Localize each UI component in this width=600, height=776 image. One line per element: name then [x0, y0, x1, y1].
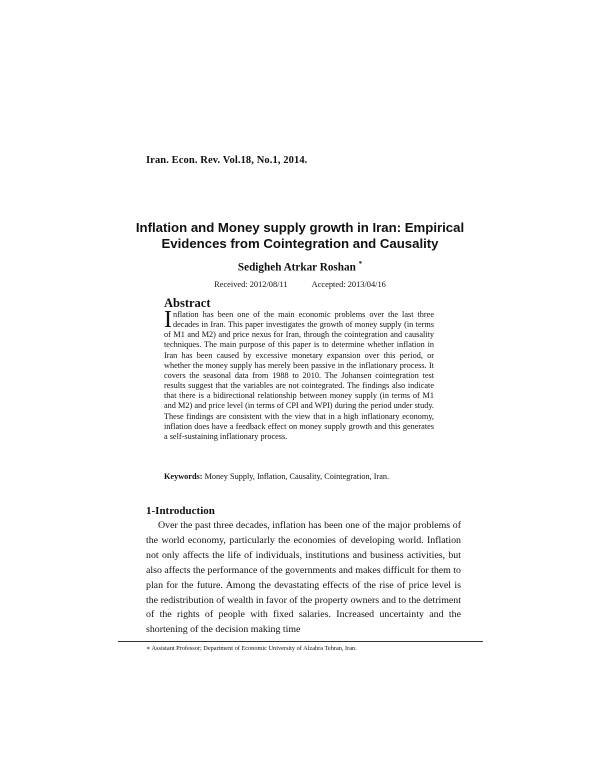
keywords-line [164, 472, 464, 482]
keywords-list: Money Supply, Inflation, Causality, Cointegration, Iran. [204, 472, 390, 481]
paper-title-line-2: Evidences from Cointegration and Causality [161, 235, 439, 251]
paper-title-line-1: Inflation and Money supply growth in Iran: Empirical [135, 220, 465, 235]
journal-reference: Iran. Econ. Rev. Vol.18, No.1, 2014. [146, 155, 308, 166]
accepted-date: Accepted: 2013/04/16 [311, 280, 386, 289]
abstract-body-text: nflation has been one of the main economic problems over the last three decades in Iran. This paper investigates the growth of money supply (in terms of M1 and M2) and price nexus for Iran, through the cointegration and causality techniques. The main purpose of this paper is to determine whether inflation in Iran has been caused by excessive monetary expansion over this period, or whether the money supply has merely been passive in the inflationary process. It covers the seasonal data from 1988 to 2010. The Johansen cointegration test results suggest that the variables are not cointegrated. The findings also indicate that there is a bidirectional relationship between money supply (in terms of M1 and M2) and price level (in terms of CPI and WPI) during the period under study. These findings are consistent with the view that in a high inflationary economy, inflation does have a feedback effect on money supply growth and this generates a self-sustaining inflationary process. [164, 310, 434, 441]
footnote-divider [118, 641, 483, 642]
introduction-heading: 1-Introduction [146, 505, 215, 517]
received-date: Received: 2012/08/11 [214, 280, 288, 289]
abstract-text [164, 307, 434, 442]
abstract-drop-cap: I [164, 307, 172, 333]
paper-title [120, 220, 480, 251]
keywords-label: Keywords: [164, 472, 203, 481]
author-footnote-mark: * [358, 260, 363, 268]
submission-dates [150, 280, 450, 289]
abstract-heading: Abstract [164, 296, 211, 310]
introduction-paragraph: Over the past three decades, inflation has been one of the major problems of the world economy, particularly the economies of developing world. Inflation not only affects the life of individuals, institutions and business activities, but also affects the performance of the governments and makes difficult for them to plan for the future. Among the devastating effects of the rise of price level is the redistribution of wealth in favor of the property owners and to the detriment of the rights of people with fixed salaries. Increased uncertainty and the shortening of the decision making time [146, 520, 461, 636]
author-line [150, 260, 450, 274]
author-footnote: ∗ Assistant Professor; Department of Economic University of Alzahra Tehran, Iran. [146, 645, 357, 652]
author-name: Sedigheh Atrkar Roshan [237, 261, 356, 274]
